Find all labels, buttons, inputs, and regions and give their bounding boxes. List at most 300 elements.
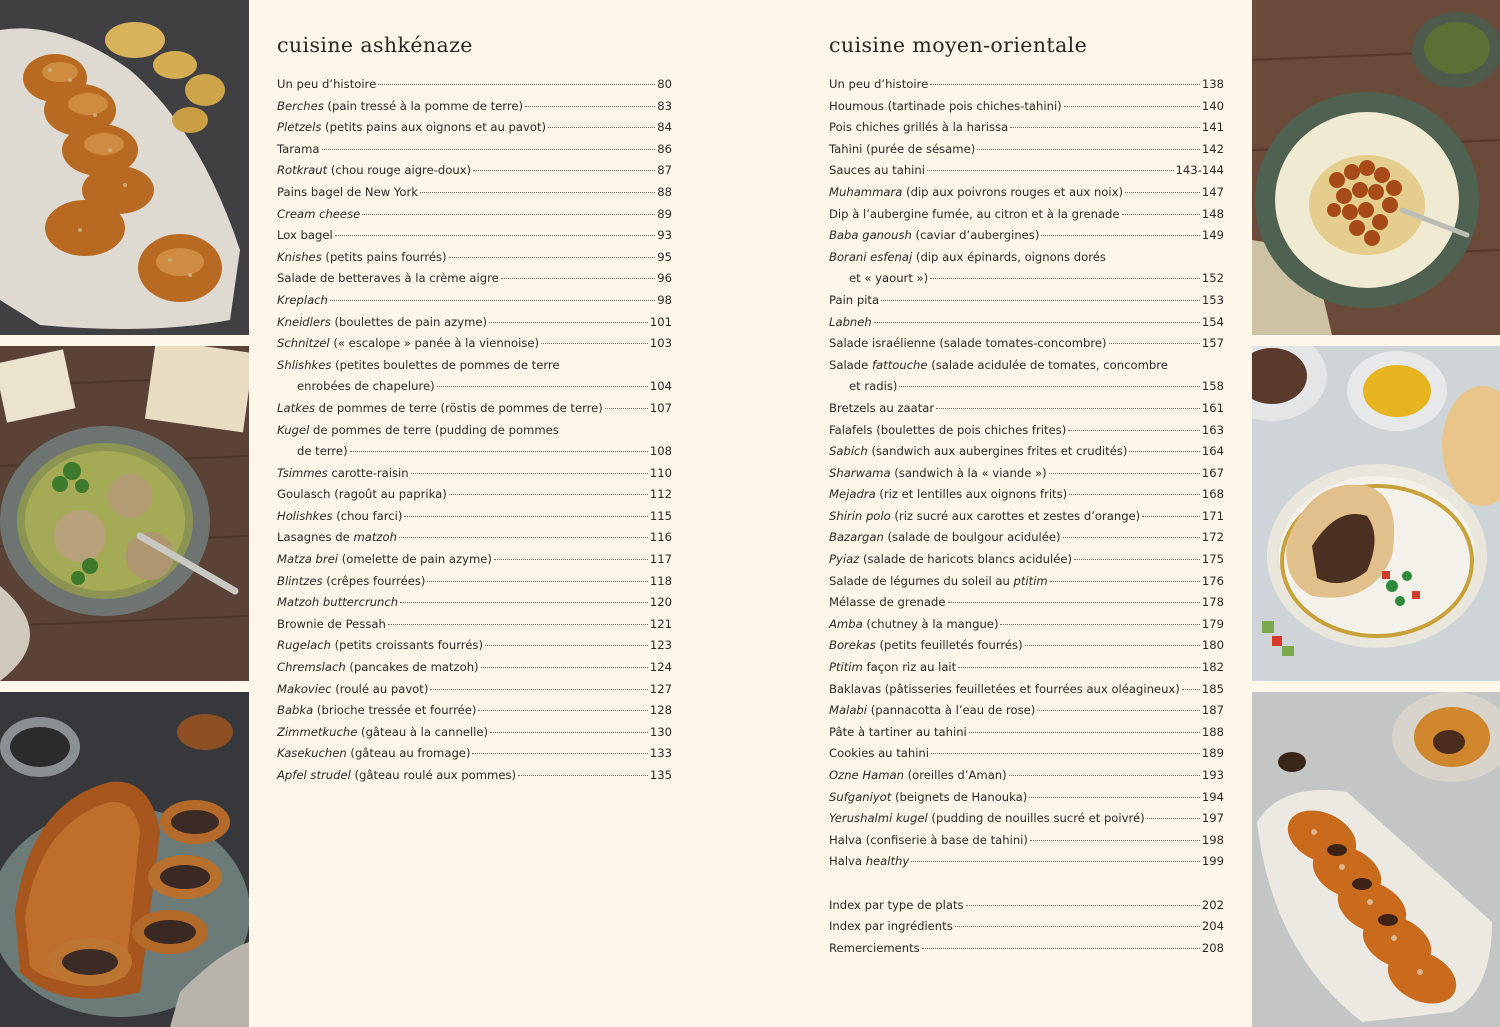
toc-leader-dots bbox=[1069, 493, 1200, 495]
toc-entry-label-text: et « yaourt ») bbox=[849, 271, 929, 286]
toc-entry-label bbox=[829, 96, 1062, 118]
toc-entry-label-text: Lox bagel bbox=[277, 228, 333, 243]
toc-entry[interactable] bbox=[829, 895, 1224, 917]
toc-entry-label-italic: fattouche bbox=[871, 357, 928, 372]
toc-entry[interactable] bbox=[829, 506, 1224, 528]
toc-entry-label-text: (« escalope » panée à la viennoise) bbox=[329, 336, 540, 351]
toc-leader-dots bbox=[966, 904, 1200, 906]
toc-entry-label-text: Pain pita bbox=[829, 292, 880, 307]
toc-entry-label bbox=[277, 117, 546, 139]
toc-leader-dots bbox=[420, 191, 655, 193]
toc-entry[interactable] bbox=[829, 225, 1224, 247]
toc-entry-page: 86 bbox=[657, 141, 672, 156]
toc-entry-label-italic: Bazargan bbox=[829, 530, 884, 545]
toc-entry-label-italic: Chremslach bbox=[277, 660, 346, 675]
toc-entry[interactable] bbox=[829, 765, 1224, 787]
toc-ashkenazi-list bbox=[277, 74, 672, 787]
toc-entry[interactable] bbox=[277, 679, 672, 701]
toc-entry[interactable] bbox=[829, 722, 1224, 744]
toc-entry-label-italic: Ozne Haman bbox=[829, 768, 904, 782]
toc-leader-dots bbox=[948, 601, 1200, 603]
toc-entry[interactable] bbox=[829, 679, 1224, 701]
toc-entry-page: 130 bbox=[649, 724, 672, 739]
toc-entry-label bbox=[277, 139, 320, 161]
toc-leader-dots bbox=[930, 83, 1200, 85]
toc-entry-label-text: (salade acidulée de tomates, concombre bbox=[927, 357, 1168, 372]
toc-entry[interactable] bbox=[829, 96, 1224, 118]
toc-entry-label-text: (petites boulettes de pommes de terre bbox=[331, 357, 560, 372]
toc-entry-label bbox=[277, 592, 398, 614]
toc-leader-dots bbox=[430, 688, 648, 690]
toc-entry-page: 182 bbox=[1201, 660, 1224, 675]
toc-leader-dots bbox=[541, 342, 648, 344]
toc-entry-label-text: (sandwich aux aubergines frites et crudités) bbox=[867, 444, 1128, 459]
toc-entry-label bbox=[829, 592, 946, 614]
toc-entry-label-text: (brioche tressée et fourrée) bbox=[313, 703, 477, 718]
toc-entry[interactable] bbox=[277, 225, 672, 247]
toc-entry[interactable] bbox=[277, 398, 672, 420]
toc-entry[interactable] bbox=[277, 549, 672, 571]
toc-entry-label-text: (petits croissants fourrés) bbox=[330, 638, 483, 653]
toc-entry-label bbox=[829, 851, 909, 873]
toc-entry[interactable] bbox=[277, 484, 672, 506]
toc-entry[interactable] bbox=[829, 290, 1224, 312]
toc-entry-label-italic: Sufganiyot bbox=[829, 789, 892, 804]
toc-entry-label bbox=[829, 484, 1067, 506]
toc-entry-page: 103 bbox=[649, 336, 672, 351]
toc-entry-page: 197 bbox=[1201, 811, 1224, 826]
toc-leader-dots bbox=[1025, 644, 1200, 646]
toc-entry-page: 163 bbox=[1201, 422, 1224, 437]
toc-entry[interactable] bbox=[829, 657, 1224, 679]
toc-entry-label-text: Un peu d’histoire bbox=[829, 77, 929, 91]
toc-entry-label bbox=[277, 74, 376, 96]
toc-entry[interactable] bbox=[277, 139, 672, 161]
toc-entry-label bbox=[829, 247, 1106, 269]
toc-entry[interactable] bbox=[277, 592, 672, 614]
toc-entry-label-italic: Tsimmes bbox=[277, 465, 328, 480]
toc-entry-label-text: (gâteau roulé aux pommes) bbox=[350, 768, 517, 782]
toc-entry-label-text: Goulasch (ragoût au paprika) bbox=[277, 487, 447, 502]
toc-entry-label-text: Falafels (boulettes de pois chiches frites) bbox=[829, 422, 1067, 437]
toc-entry-label-italic: Makoviec bbox=[277, 681, 332, 696]
toc-entry[interactable] bbox=[277, 312, 672, 334]
toc-entry-label-text: (salade de boulgour acidulée) bbox=[883, 530, 1061, 545]
toc-entry-label bbox=[829, 160, 925, 182]
toc-entry[interactable] bbox=[277, 765, 672, 787]
toc-leader-dots bbox=[1030, 839, 1200, 841]
toc-entry-label bbox=[277, 484, 447, 506]
toc-entry[interactable] bbox=[829, 484, 1224, 506]
toc-entry-label-text: (riz sucré aux carottes et zestes d’orange) bbox=[890, 508, 1141, 523]
toc-entry-label-text: Cookies au tahini bbox=[829, 746, 930, 761]
toc-entry[interactable] bbox=[829, 182, 1224, 204]
toc-entry-page: 153 bbox=[1201, 292, 1224, 307]
toc-entry[interactable] bbox=[277, 463, 672, 485]
toc-entry-label bbox=[277, 679, 428, 701]
toc-leader-dots bbox=[330, 299, 655, 301]
toc-leader-dots bbox=[378, 83, 655, 85]
toc-entry-label-text: (oreilles d’Aman) bbox=[903, 768, 1007, 782]
toc-leader-dots bbox=[1009, 774, 1200, 776]
toc-leader-dots bbox=[481, 666, 648, 668]
toc-entry-label-text: enrobées de chapelure) bbox=[297, 379, 435, 394]
toc-entry-label-italic: Matzoh buttercrunch bbox=[277, 595, 399, 610]
toc-entry[interactable] bbox=[277, 527, 672, 549]
toc-entry-page: 188 bbox=[1201, 724, 1224, 739]
toc-entry[interactable] bbox=[277, 743, 672, 765]
toc-leader-dots bbox=[936, 407, 1200, 409]
toc-entry-page: 176 bbox=[1201, 573, 1224, 588]
toc-leader-dots bbox=[922, 947, 1200, 949]
toc-entry[interactable] bbox=[277, 441, 672, 463]
toc-leader-dots bbox=[548, 126, 655, 128]
toc-entry-page: 138 bbox=[1201, 77, 1224, 91]
toc-entry[interactable] bbox=[829, 268, 1224, 290]
toc-entry-label-italic: Rugelach bbox=[277, 638, 331, 653]
toc-entry[interactable] bbox=[829, 808, 1224, 830]
toc-entry[interactable] bbox=[829, 355, 1224, 377]
toc-leader-dots bbox=[1000, 623, 1199, 625]
toc-leader-dots bbox=[1109, 342, 1200, 344]
toc-entry[interactable] bbox=[277, 182, 672, 204]
toc-entry-label-text: Pois chiches grillés à la harissa bbox=[829, 120, 1009, 135]
toc-entry[interactable] bbox=[277, 268, 672, 290]
toc-entry-label-italic: Zimmetkuche bbox=[277, 724, 358, 739]
toc-entry[interactable] bbox=[829, 700, 1224, 722]
toc-leader-dots bbox=[322, 148, 656, 150]
toc-entry-label bbox=[829, 787, 1027, 809]
toc-entry-label-text: (dip aux épinards, oignons dorés bbox=[912, 249, 1106, 264]
toc-entry[interactable] bbox=[829, 463, 1224, 485]
toc-entry[interactable] bbox=[829, 592, 1224, 614]
toc-entry[interactable] bbox=[829, 74, 1224, 96]
toc-entry-page: 171 bbox=[1201, 508, 1224, 523]
toc-entry[interactable] bbox=[829, 851, 1224, 873]
toc-leader-dots bbox=[1050, 580, 1200, 582]
toc-entry-page: 133 bbox=[649, 746, 672, 761]
toc-entry-label bbox=[829, 182, 1123, 204]
toc-entry-page: 104 bbox=[649, 379, 672, 394]
toc-entry-label-text: Brownie de Pessah bbox=[277, 616, 386, 631]
toc-entry-label bbox=[277, 268, 499, 290]
toc-entry[interactable] bbox=[829, 830, 1224, 852]
toc-leader-dots bbox=[400, 601, 648, 603]
toc-leader-dots bbox=[899, 385, 1199, 387]
toc-entry[interactable] bbox=[277, 355, 672, 377]
toc-entry-label-italic: Sabich bbox=[829, 444, 868, 459]
toc-entry-label bbox=[829, 938, 920, 960]
toc-entry[interactable] bbox=[277, 700, 672, 722]
toc-middle-east-list bbox=[829, 74, 1224, 959]
toc-leader-dots bbox=[427, 580, 647, 582]
toc-entry[interactable] bbox=[277, 290, 672, 312]
toc-leader-dots bbox=[1041, 234, 1199, 236]
toc-entry[interactable] bbox=[829, 139, 1224, 161]
toc-entry-label-text: Salade de légumes du soleil au bbox=[829, 573, 1014, 588]
toc-entry-label bbox=[277, 506, 402, 528]
toc-entry-label-text: Sauces au tahini bbox=[829, 163, 925, 178]
toc-entry-label bbox=[829, 614, 998, 636]
toc-entry[interactable] bbox=[829, 160, 1224, 182]
toc-entry-label-italic: Borekas bbox=[829, 638, 876, 653]
toc-entry-label-italic: Labneh bbox=[829, 314, 872, 329]
toc-entry[interactable] bbox=[829, 333, 1224, 355]
toc-entry-label-text: Index par ingrédients bbox=[829, 919, 953, 934]
toc-entry-label bbox=[829, 700, 1035, 722]
toc-entry-label bbox=[829, 74, 928, 96]
toc-entry-label-text: (petits pains aux oignons et au pavot) bbox=[321, 120, 547, 135]
toc-entry-label-text: (sandwich à la « viande ») bbox=[890, 465, 1047, 480]
toc-entry-label-text: (caviar d’aubergines) bbox=[911, 228, 1040, 243]
toc-leader-dots bbox=[874, 321, 1200, 323]
toc-entry-page: 89 bbox=[657, 206, 672, 221]
toc-entry[interactable] bbox=[829, 204, 1224, 226]
toc-entry-label bbox=[829, 463, 1047, 485]
toc-entry-page: 152 bbox=[1201, 271, 1224, 286]
toc-leader-dots bbox=[1063, 536, 1200, 538]
toc-entry-label-text: Tahini (purée de sésame) bbox=[829, 141, 976, 156]
toc-leader-dots bbox=[472, 752, 647, 754]
toc-middle-east-section bbox=[829, 30, 1224, 959]
toc-entry-label bbox=[829, 290, 879, 312]
toc-entry-label-text: (chou rouge aigre-doux) bbox=[327, 163, 472, 178]
toc-entry[interactable] bbox=[277, 247, 672, 269]
toc-entry[interactable] bbox=[829, 787, 1224, 809]
toc-entry-label-text: de terre) bbox=[297, 444, 348, 459]
toc-leader-dots bbox=[525, 105, 655, 107]
toc-entry-label-text: (gâteau à la cannelle) bbox=[357, 724, 489, 739]
toc-entry-label bbox=[829, 549, 1072, 571]
toc-entry-label-text: Salade de betteraves à la crème aigre bbox=[277, 271, 499, 286]
toc-leader-dots bbox=[881, 299, 1200, 301]
toc-entry-page: 127 bbox=[649, 681, 672, 696]
toc-entry[interactable] bbox=[277, 420, 672, 442]
toc-entry-label-text: (beignets de Hanouka) bbox=[891, 789, 1028, 804]
toc-entry-page: 107 bbox=[649, 400, 672, 415]
toc-entry-label bbox=[277, 549, 492, 571]
toc-leader-dots bbox=[911, 860, 1200, 862]
toc-entry[interactable] bbox=[277, 74, 672, 96]
toc-entry[interactable] bbox=[829, 420, 1224, 442]
toc-entry-label bbox=[277, 398, 603, 420]
toc-entry-label-italic: Knishes bbox=[277, 249, 322, 264]
toc-entry-page: 96 bbox=[657, 271, 672, 286]
matzo-ball-soup-photo bbox=[0, 346, 249, 681]
toc-entry-label-italic: Pletzels bbox=[277, 120, 322, 135]
toc-entry-label-text: (dip aux poivrons rouges et aux noix) bbox=[902, 184, 1124, 199]
toc-entry-page: 142 bbox=[1201, 141, 1224, 156]
toc-entry-page: 193 bbox=[1201, 768, 1224, 782]
toc-entry-label-italic: matzoh bbox=[353, 530, 397, 545]
toc-entry[interactable] bbox=[277, 657, 672, 679]
toc-entry[interactable] bbox=[829, 441, 1224, 463]
toc-entry[interactable] bbox=[277, 117, 672, 139]
toc-entry[interactable] bbox=[277, 96, 672, 118]
toc-ashkenazi-section bbox=[277, 30, 672, 787]
toc-leader-dots bbox=[958, 666, 1200, 668]
toc-entry-page: 143-144 bbox=[1175, 163, 1224, 178]
toc-entry-page: 117 bbox=[649, 552, 672, 567]
toc-entry-label bbox=[829, 420, 1066, 442]
toc-leader-dots bbox=[399, 536, 648, 538]
toc-entry-label-text: Remerciements bbox=[829, 940, 920, 955]
toc-entry[interactable] bbox=[829, 916, 1224, 938]
braided-challah-photo bbox=[0, 0, 249, 335]
toc-entry-page: 88 bbox=[657, 184, 672, 199]
toc-entry-label-italic: Blintzes bbox=[277, 573, 323, 588]
toc-entry[interactable] bbox=[277, 333, 672, 355]
toc-leader-dots bbox=[1049, 472, 1200, 474]
toc-entry-label-italic: Kasekuchen bbox=[277, 746, 347, 761]
toc-entry-label-text: Un peu d’histoire bbox=[277, 77, 377, 91]
toc-entry-label-text: Salade bbox=[829, 357, 872, 372]
toc-entry-page: 189 bbox=[1201, 746, 1224, 761]
toc-entry-page: 84 bbox=[657, 120, 672, 135]
toc-entry-page: 83 bbox=[657, 98, 672, 113]
toc-entry-label bbox=[277, 182, 418, 204]
toc-entry-label-text: (pannacotta à l’eau de rose) bbox=[867, 703, 1036, 718]
toc-entry[interactable] bbox=[829, 398, 1224, 420]
toc-entry[interactable] bbox=[277, 614, 672, 636]
toc-entry[interactable] bbox=[829, 376, 1224, 398]
toc-leader-dots bbox=[605, 407, 648, 409]
toc-leader-dots bbox=[1068, 429, 1200, 431]
toc-entry-label bbox=[829, 722, 967, 744]
toc-entry-label-text: (pudding de nouilles sucré et poivré) bbox=[927, 811, 1145, 826]
toc-entry-label-italic: Holishkes bbox=[277, 508, 333, 523]
toc-entry-page: 187 bbox=[1201, 703, 1224, 718]
toc-entry-label-italic: Berches bbox=[277, 98, 324, 113]
toc-entry-label-text: Bretzels au zaatar bbox=[829, 400, 935, 415]
toc-entry-page: 178 bbox=[1201, 595, 1224, 610]
toc-entry-page: 101 bbox=[649, 314, 672, 329]
toc-entry-page: 172 bbox=[1201, 530, 1224, 545]
toc-entry-page: 135 bbox=[649, 768, 672, 782]
toc-leader-dots bbox=[1147, 817, 1200, 819]
toc-entry[interactable] bbox=[829, 549, 1224, 571]
toc-entry-label bbox=[829, 139, 975, 161]
toc-entry-label-text: Halva (confiserie à base de tahini) bbox=[829, 832, 1028, 847]
toc-leader-dots bbox=[411, 472, 648, 474]
toc-entry-label bbox=[829, 312, 872, 334]
toc-entry-page: 157 bbox=[1201, 336, 1224, 351]
toc-entry[interactable] bbox=[277, 160, 672, 182]
toc-entry[interactable] bbox=[829, 635, 1224, 657]
toc-entry-page: 108 bbox=[649, 444, 672, 459]
toc-entry-label-text: (omelette de pain azyme) bbox=[338, 552, 492, 567]
toc-entry-label bbox=[277, 571, 425, 593]
toc-entry-page: 185 bbox=[1201, 681, 1224, 696]
toc-entry-page: 80 bbox=[657, 77, 672, 91]
toc-entry-label bbox=[829, 808, 1145, 830]
toc-leader-dots bbox=[485, 644, 648, 646]
toc-entry-label bbox=[277, 722, 488, 744]
toc-leader-dots bbox=[977, 148, 1200, 150]
toc-leader-dots bbox=[931, 752, 1200, 754]
toc-entry[interactable] bbox=[829, 743, 1224, 765]
toc-entry-label bbox=[277, 743, 470, 765]
toc-entry-label bbox=[829, 225, 1039, 247]
toc-spacer bbox=[829, 873, 1224, 895]
toc-entry-label bbox=[277, 657, 479, 679]
toc-entry[interactable] bbox=[277, 571, 672, 593]
toc-entry-label bbox=[277, 247, 447, 269]
toc-entry-label-text: Pains bagel de New York bbox=[277, 184, 418, 199]
toc-entry-label-italic: Muhammara bbox=[829, 184, 903, 199]
toc-entry[interactable] bbox=[277, 376, 672, 398]
toc-entry-label-italic: Cream cheese bbox=[277, 206, 361, 221]
toc-entry[interactable] bbox=[829, 312, 1224, 334]
toc-entry[interactable] bbox=[829, 614, 1224, 636]
toc-entry-label-text: (crêpes fourrées) bbox=[322, 573, 426, 588]
toc-entry-page: 128 bbox=[649, 703, 672, 718]
toc-entry-label bbox=[277, 290, 328, 312]
toc-entry-label-italic: Shlishkes bbox=[277, 357, 332, 372]
toc-entry-label bbox=[277, 420, 559, 442]
sufganiyot-photo bbox=[1252, 692, 1500, 1027]
toc-entry-page: 149 bbox=[1201, 228, 1224, 243]
toc-entry-page: 204 bbox=[1201, 919, 1224, 934]
toc-entry-label-italic: Babka bbox=[277, 703, 314, 718]
toc-entry-page: 194 bbox=[1201, 789, 1224, 804]
toc-entry[interactable] bbox=[277, 506, 672, 528]
toc-leader-dots bbox=[1142, 515, 1200, 517]
toc-leader-dots bbox=[350, 450, 648, 452]
toc-entry-page: 147 bbox=[1201, 184, 1224, 199]
toc-entry-label bbox=[829, 398, 934, 420]
toc-entry-page: 87 bbox=[657, 163, 672, 178]
toc-entry-page: 123 bbox=[649, 638, 672, 653]
toc-leader-dots bbox=[1010, 126, 1200, 128]
toc-entry-label-text: (pancakes de matzoh) bbox=[345, 660, 479, 675]
toc-entry-label bbox=[277, 765, 516, 787]
toc-entry[interactable] bbox=[829, 247, 1224, 269]
toc-entry[interactable] bbox=[829, 117, 1224, 139]
toc-leader-dots bbox=[927, 169, 1174, 171]
toc-entry-label-italic: Rotkraut bbox=[277, 163, 328, 178]
toc-entry[interactable] bbox=[829, 527, 1224, 549]
toc-entry-label bbox=[829, 916, 953, 938]
toc-entry-page: 148 bbox=[1201, 206, 1224, 221]
toc-entry-label bbox=[829, 635, 1023, 657]
hummus-chickpeas-photo bbox=[1252, 0, 1500, 335]
toc-leader-dots bbox=[1074, 558, 1200, 560]
toc-entry[interactable] bbox=[829, 571, 1224, 593]
toc-entry-label bbox=[297, 441, 348, 463]
toc-leader-dots bbox=[955, 925, 1200, 927]
toc-leader-dots bbox=[449, 256, 656, 258]
toc-leader-dots bbox=[1029, 796, 1200, 798]
toc-entry-label-text: de pommes de terre (pudding de pommes bbox=[309, 422, 559, 437]
toc-entry-label-italic: Pyiaz bbox=[829, 552, 860, 567]
toc-entry-page: 140 bbox=[1201, 98, 1224, 113]
toc-entry[interactable] bbox=[829, 938, 1224, 960]
toc-entry-page: 179 bbox=[1201, 616, 1224, 631]
toc-entry-label bbox=[277, 333, 539, 355]
toc-entry-label bbox=[277, 700, 476, 722]
toc-entry-label-text: (riz et lentilles aux oignons frits) bbox=[875, 487, 1068, 502]
toc-entry[interactable] bbox=[277, 204, 672, 226]
toc-leader-dots bbox=[449, 493, 648, 495]
toc-entry-label-italic: Baba ganoush bbox=[829, 228, 912, 243]
toc-entry[interactable] bbox=[277, 722, 672, 744]
toc-leader-dots bbox=[1064, 105, 1200, 107]
toc-entry-label bbox=[829, 441, 1127, 463]
toc-leader-dots bbox=[489, 321, 648, 323]
toc-leader-dots bbox=[1122, 213, 1200, 215]
toc-entry[interactable] bbox=[277, 635, 672, 657]
